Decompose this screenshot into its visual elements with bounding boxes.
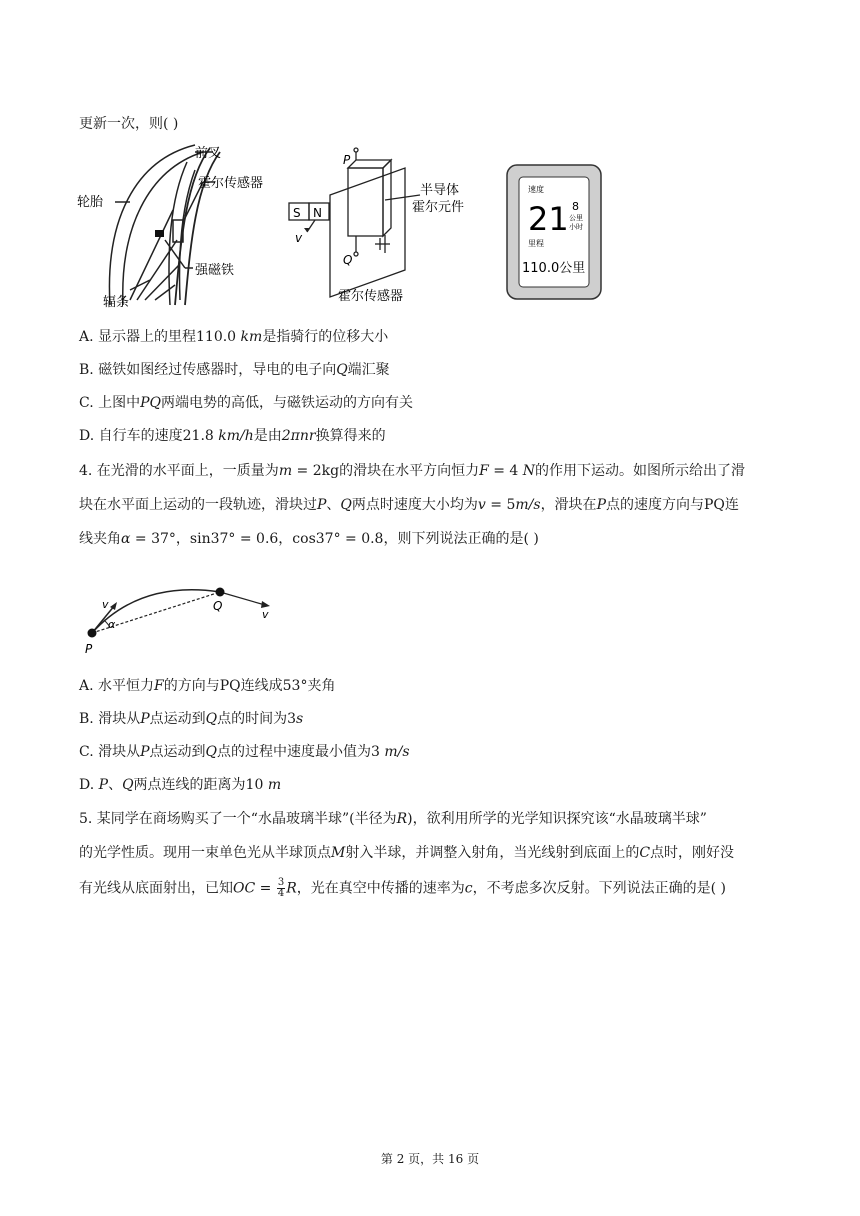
magnet-n: N	[313, 206, 322, 220]
point-q-dot	[216, 588, 225, 597]
label-semiconductor: 半导体	[420, 183, 460, 198]
q4-stem-line1: 4. 在光滑的水平面上，一质量为m = 2kg的滑块在水平方向恒力F = 4 N的作用下运动。如图所示给出了滑	[79, 463, 746, 479]
label-magnet: 强磁铁	[195, 263, 235, 278]
display-unit-bottom: 小时	[569, 223, 583, 231]
display-mileage-label: 里程	[528, 239, 544, 248]
q4-option-c: C. 滑块从P点运动到Q点的过程中速度最小值为3 m/s	[79, 744, 410, 760]
q4-option-a: A. 水平恒力F的方向与PQ连线成53°夹角	[79, 678, 336, 694]
velocity-label-q: v	[262, 608, 269, 621]
q5-stem-line2: 的光学性质。现用一束单色光从半球顶点M射入半球，并调整入射角，当光线射到底面上的C点时，刚好没	[79, 845, 735, 861]
label-hall-sensor: 霍尔传感器	[198, 176, 264, 191]
fraction-three-quarters: $\frac{3}{4}$	[277, 877, 285, 899]
q3-option-c: C. 上图中PQ两端电势的高低，与磁铁运动的方向有关	[79, 395, 414, 411]
magnet-icon	[155, 230, 164, 237]
magnet-s: S	[293, 206, 301, 220]
q4-option-b: B. 滑块从P点运动到Q点的时间为3s	[79, 711, 304, 727]
label-front-fork: 前叉	[195, 146, 222, 161]
velocity-label: v	[295, 231, 303, 245]
q4-option-d: D. P、Q两点连线的距离为10 m	[79, 777, 282, 793]
page-footer: 第 2 页，共 16 页	[380, 1152, 480, 1166]
point-p-label: P	[343, 153, 351, 167]
label-tire: 轮胎	[77, 195, 104, 210]
point-q-label: Q	[343, 253, 353, 267]
display-unit-top: 公里	[569, 214, 583, 222]
q3-option-a: A. 显示器上的里程110.0 km是指骑行的位移大小	[79, 329, 389, 345]
label-hall-sensor-2: 霍尔传感器	[338, 289, 404, 304]
point-p-dot	[88, 629, 97, 638]
intro-text: 更新一次，则( )	[79, 116, 179, 132]
trajectory-figure	[80, 580, 280, 660]
point-p-label: P	[85, 642, 93, 656]
label-spoke: 辐条	[103, 295, 130, 310]
q3-option-b: B. 磁铁如图经过传感器时，导电的电子向Q端汇聚	[79, 362, 390, 378]
point-q-label: Q	[213, 599, 223, 613]
q4-stem-line2: 块在水平面上运动的一段轨迹，滑块过P、Q两点时速度大小均为v = 5m/s，滑块在P点的速度方向与PQ连	[79, 497, 739, 513]
display-speed-dec: 8	[572, 200, 579, 213]
display-speed-label: 速度	[528, 185, 544, 194]
label-hall-element: 霍尔元件	[412, 200, 465, 215]
q3-option-d: D. 自行车的速度21.8 km/h是由2πnr换算得来的	[79, 428, 386, 444]
hall-sensor-figure	[75, 140, 615, 310]
q4-stem-line3: 线夹角α = 37°，sin37° = 0.6，cos37° = 0.8，则下列说法正确的是( )	[79, 531, 539, 547]
velocity-label-p: v	[102, 598, 109, 611]
q5-stem-line3: 有光线从底面射出，已知OC = $\frac{3}{4}$ R，光在真空中传播的速率为c，不考虑多次反射。下列说法正确的是( )	[79, 877, 726, 899]
q5-stem-line1: 5. 某同学在商场购买了一个“水晶玻璃半球”(半径为R)，欲利用所学的光学知识探究该“水晶玻璃半球”	[79, 811, 707, 827]
display-mileage-value: 110.0公里	[522, 261, 586, 276]
alpha-label: α	[108, 618, 116, 631]
display-speed-int: 21	[528, 200, 569, 238]
